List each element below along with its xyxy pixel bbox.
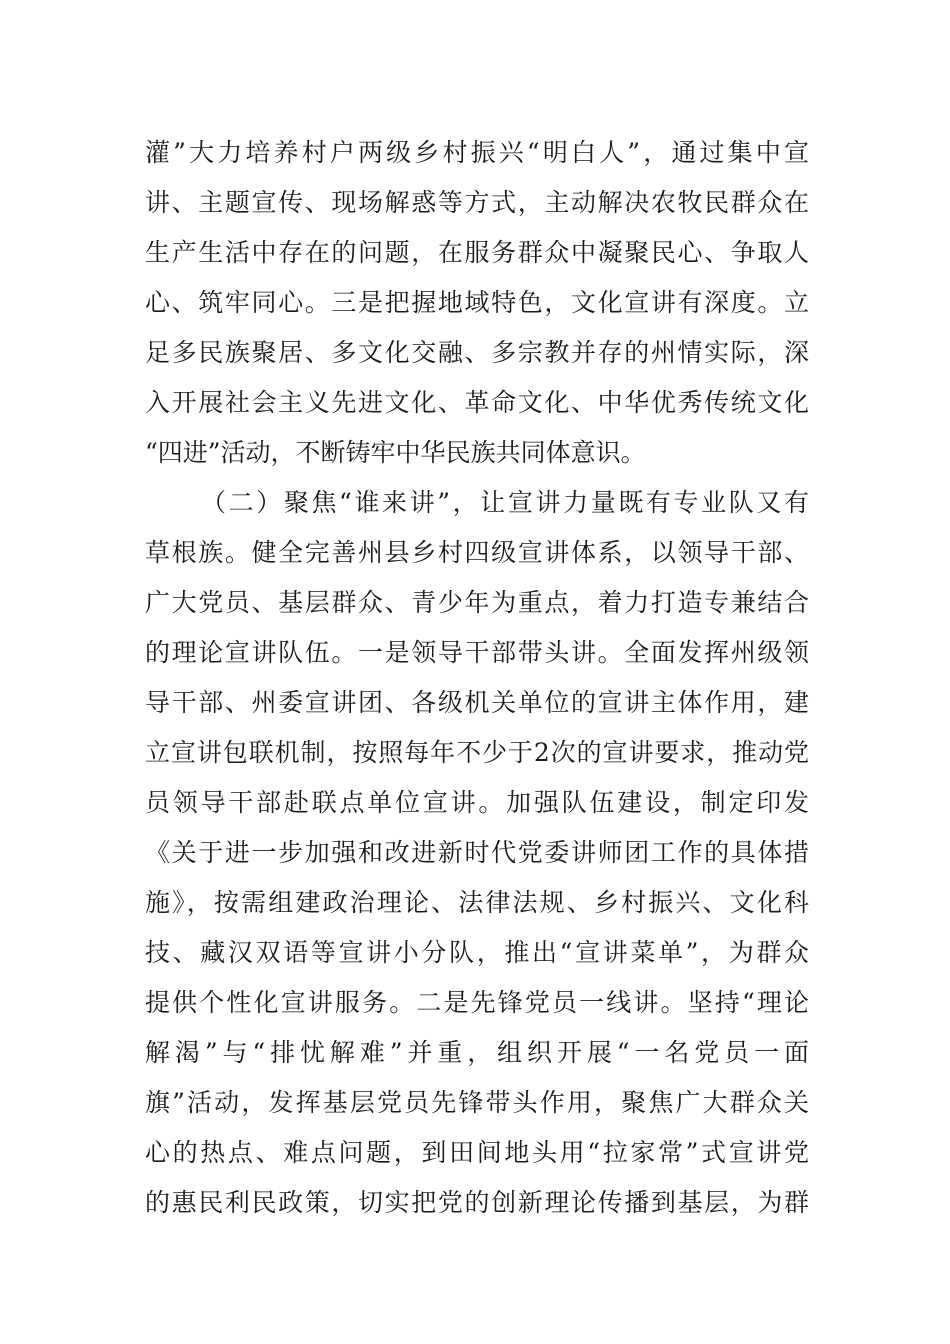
body-text	[145, 128, 809, 1228]
text-line: 灌”大力培养村户两级乡村振兴“明白人”，通过集中宣	[145, 138, 809, 167]
text-line: 的惠民利民政策，切实把党的创新理论传播到基层，为群	[145, 1188, 809, 1217]
text-line: 技、藏汉双语等宣讲小分队，推出“宣讲菜单”，为群众	[145, 938, 809, 967]
text-line: 立宣讲包联机制，按照每年不少于2次的宣讲要求，推动党	[145, 738, 809, 767]
text-line: 施》，按需组建政治理论、法律法规、乡村振兴、文化科	[145, 888, 809, 917]
text-line: （二）聚焦“谁来讲”，让宣讲力量既有专业队又有	[201, 488, 809, 517]
text-line: 旗”活动，发挥基层党员先锋带头作用，聚焦广大群众关	[145, 1088, 809, 1117]
text-line: 讲、主题宣传、现场解惑等方式，主动解决农牧民群众在	[145, 188, 809, 217]
text-line: 心、筑牢同心。三是把握地域特色，文化宣讲有深度。立	[145, 288, 809, 317]
paragraph-2	[145, 478, 809, 1228]
text-line: 心的热点、难点问题，到田间地头用“拉家常”式宣讲党	[145, 1138, 809, 1167]
text-line: 提供个性化宣讲服务。二是先锋党员一线讲。坚持“理论	[145, 988, 809, 1017]
text-line: 《关于进一步加强和改进新时代党委讲师团工作的具体措	[145, 838, 809, 867]
text-line: 足多民族聚居、多文化交融、多宗教并存的州情实际，深	[145, 338, 809, 367]
text-line: 解渴”与“排忧解难”并重，组织开展“一名党员一面	[145, 1038, 809, 1067]
text-line: 生产生活中存在的问题，在服务群众中凝聚民心、争取人	[145, 238, 809, 267]
paragraph-1	[145, 128, 809, 478]
text-line: 员领导干部赴联点单位宣讲。加强队伍建设，制定印发	[145, 788, 809, 817]
text-line: 入开展社会主义先进文化、革命文化、中华优秀传统文化	[145, 388, 809, 417]
text-line: 导干部、州委宣讲团、各级机关单位的宣讲主体作用，建	[145, 688, 809, 717]
text-line: 草根族。健全完善州县乡村四级宣讲体系，以领导干部、	[145, 538, 809, 567]
text-line: 的理论宣讲队伍。一是领导干部带头讲。全面发挥州级领	[145, 638, 809, 667]
text-line: 广大党员、基层群众、青少年为重点，着力打造专兼结合	[145, 588, 809, 617]
text-line: “四进”活动，不断铸牢中华民族共同体意识。	[145, 438, 646, 467]
